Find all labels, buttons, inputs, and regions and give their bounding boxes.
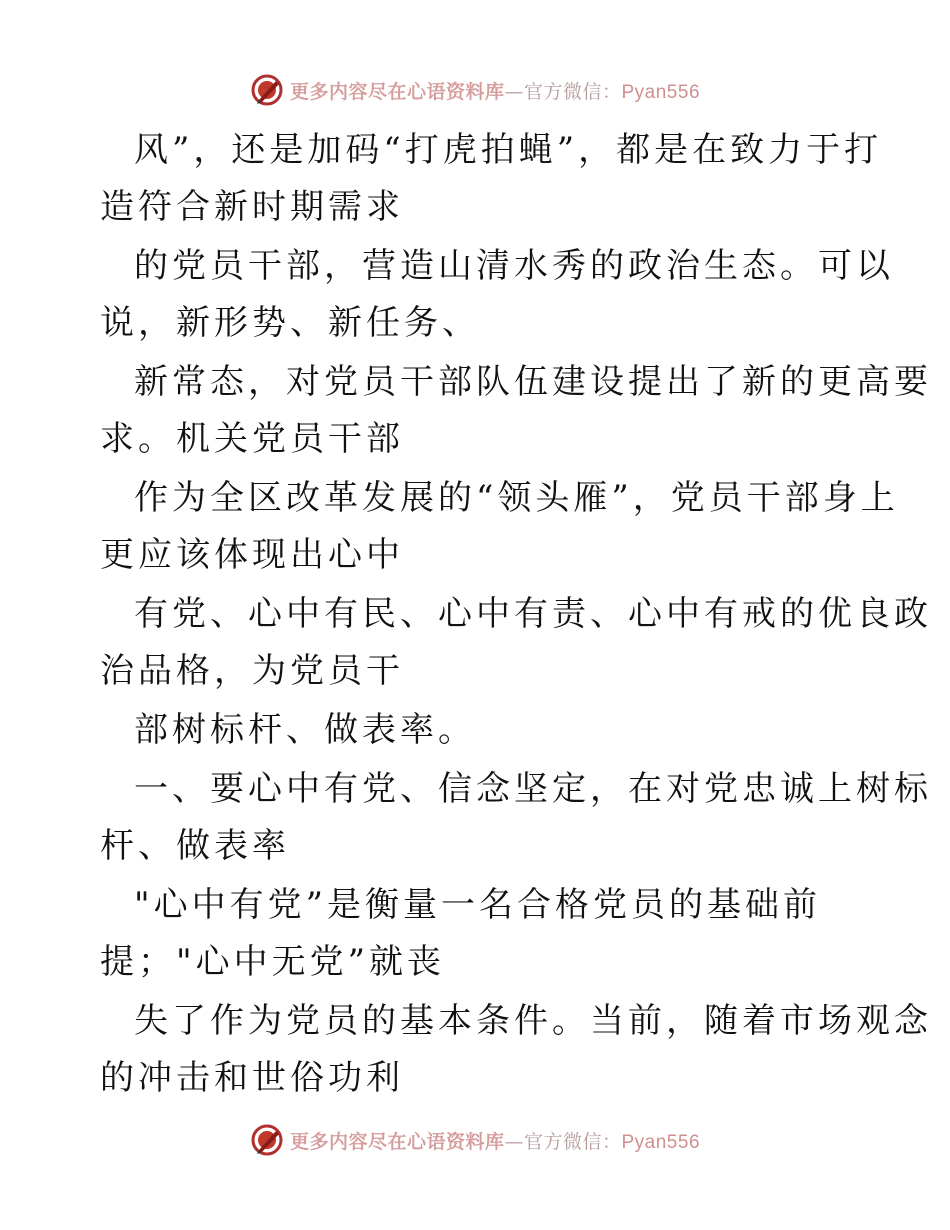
section-heading: 一、要心中有党、信念坚定，在对党忠诚上树标 — [134, 769, 932, 809]
text-line: 失了作为党员的基本条件。当前，随着市场观念 — [134, 1001, 932, 1041]
banner-wechat-id: Pyan556 — [621, 1131, 701, 1153]
pen-seal-logo-icon — [250, 1123, 284, 1157]
text-line: 有党、心中有民、心中有责、心中有戒的优良政 — [134, 594, 932, 634]
banner-title: 更多内容尽在心语资料库 — [289, 80, 505, 103]
text-line: 作为全区改革发展的“领头雁”，党员干部身上 — [134, 478, 899, 518]
banner-wechat-label: 官方微信： — [523, 80, 622, 103]
text-line: 提；"心中无党”就丧 — [100, 942, 446, 982]
text-line: 风”，还是加码“打虎拍蝇”，都是在致力于打 — [134, 130, 883, 170]
text-line: 新常态，对党员干部队伍建设提出了新的更高要 — [134, 362, 932, 402]
banner-wechat-id: Pyan556 — [621, 81, 701, 103]
text-line: 的冲击和世俗功利 — [100, 1058, 404, 1098]
text-line: 求。机关党员干部 — [100, 419, 404, 459]
text-line: "心中有党”是衡量一名合格党员的基础前 — [134, 885, 822, 925]
text-line: 治品格，为党员干 — [100, 651, 404, 691]
banner-title: 更多内容尽在心语资料库 — [289, 1130, 505, 1153]
text-line: 部树标杆、做表率。 — [134, 710, 476, 750]
footer-watermark-banner — [0, 1120, 950, 1160]
text-line: 说，新形势、新任务、 — [100, 303, 480, 343]
banner-separator: — — [504, 1130, 524, 1153]
banner-wechat-label: 官方微信： — [523, 1130, 622, 1153]
banner-separator: — — [504, 80, 524, 103]
text-line: 更应该体现出心中 — [100, 535, 404, 575]
text-line: 造符合新时期需求 — [100, 187, 404, 227]
section-heading-cont: 杆、做表率 — [100, 826, 290, 866]
text-line: 的党员干部，营造山清水秀的政治生态。可以 — [134, 246, 894, 286]
